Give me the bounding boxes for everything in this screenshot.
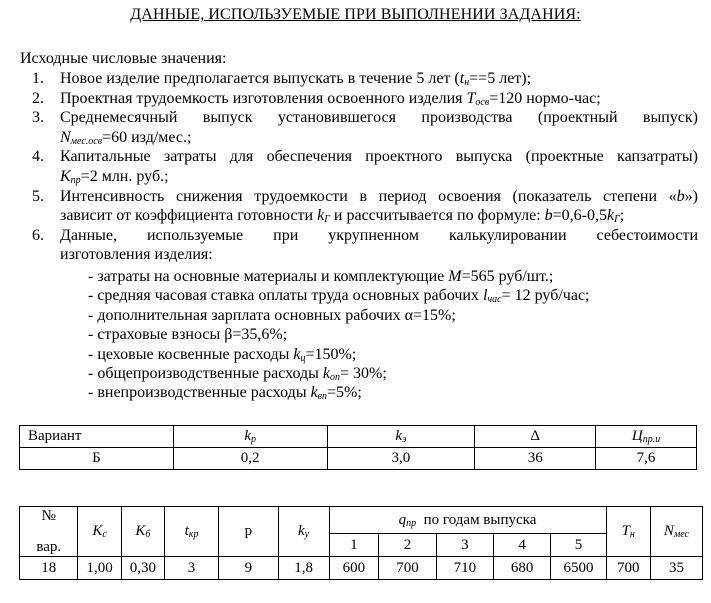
table-cell: 0,2	[173, 448, 327, 470]
table-cell: 35	[650, 557, 702, 580]
table-cell: Б	[20, 448, 174, 470]
header-cell: 5	[551, 534, 606, 557]
list-item: 6. Данные, используемые при укрупненном калькулировании себестоимости изготовления изделия:	[32, 226, 698, 264]
item-number: 6.	[32, 226, 44, 244]
table-header-row	[20, 426, 697, 448]
intro-text: Исходные числовые значения:	[20, 50, 227, 67]
table-cell: 700	[606, 557, 650, 580]
list-item: 5. Интенсивность снижения трудоемкости в период освоения (показатель степени «b») зависит от коэффициента готовности $k_Г$ и рассчитывается по формуле: $b=0,6-0,5k_Г$;	[32, 187, 698, 226]
header-cell: 3	[436, 534, 493, 557]
header-cell: $k_э$	[327, 426, 475, 448]
item-number: 4.	[32, 148, 44, 166]
item-number: 1.	[32, 70, 44, 87]
table-cell: 710	[436, 557, 493, 580]
list-item: - средняя часовая ставка оплаты труда основных рабочих $l_{час}= 12$ руб/час;	[88, 287, 590, 306]
parameters-list	[22, 69, 698, 265]
table-row	[20, 448, 697, 470]
list-item: - внепроизводственные расходы $k_{вп}=5\%$;	[88, 384, 362, 403]
table-cell: 3	[165, 557, 219, 580]
variant-table	[19, 425, 697, 470]
table-cell: 1,8	[278, 557, 329, 580]
header-cell: 2	[379, 534, 436, 557]
table-cell: 680	[494, 557, 551, 580]
list-item: - цеховые косвенные расходы $k_ц=150\%$;	[88, 345, 357, 364]
header-cell: $q_{пр}$ по годам выпуска	[329, 507, 606, 534]
header-cell: p	[219, 507, 279, 557]
header-cell: $k_р$	[173, 426, 327, 448]
header-cell: $Ц_{пр.и}$	[596, 426, 697, 448]
list-item: 2. Проектная трудоемкость изготовления освоенного изделия $T_{осв}=120$ нормо-час;	[32, 89, 601, 108]
list-item: - дополнительная зарплата основных рабочих α=15%;	[88, 306, 456, 324]
page-title: ДАННЫЕ, ИСПОЛЬЗУЕМЫЕ ПРИ ВЫПОЛНЕНИИ ЗАДАНИЯ:	[130, 6, 581, 23]
header-cell: $k_у$	[278, 507, 329, 557]
table-header-row	[20, 507, 703, 534]
table-cell: 7,6	[596, 448, 697, 470]
list-item: - страховые взносы β=35,6%;	[88, 326, 288, 344]
header-cell: Вариант	[20, 426, 174, 448]
header-cell: 4	[494, 534, 551, 557]
header-cell: $K_с$	[78, 507, 121, 557]
header-cell: 1	[329, 534, 379, 557]
table-cell: 18	[20, 557, 78, 580]
production-table	[19, 506, 703, 580]
list-item: 1. Новое изделие предполагается выпускать в течение 5 лет ($t_н==5$ лет);	[32, 70, 532, 88]
table-cell: 3,0	[327, 448, 475, 470]
header-cell: $T_н$	[606, 507, 650, 557]
table-row	[20, 557, 703, 580]
item-number: 2.	[32, 89, 44, 107]
header-cell: Δ	[475, 426, 596, 448]
table-cell: 1,00	[78, 557, 121, 580]
list-item: - затраты на основные материалы и комплектующие M=565 руб/шт.;	[88, 268, 554, 285]
header-cell: $N_{мес}$	[650, 507, 702, 557]
list-item: - общепроизводственные расходы $k_{оп}= 30\%$;	[88, 365, 387, 384]
table-cell: 0,30	[121, 557, 164, 580]
item-number: 5.	[32, 187, 44, 205]
costing-data-list	[88, 267, 590, 403]
table-cell: 600	[329, 557, 379, 580]
table-cell: 9	[219, 557, 279, 580]
header-cell: № вар.	[20, 507, 78, 557]
table-cell: 700	[379, 557, 436, 580]
header-cell: $t_{кр}$	[165, 507, 219, 557]
list-item: 3. Среднемесячный выпуск установившегося производства (проектный выпуск) $N_{мес.осв}=60$ изд/мес.;	[32, 109, 698, 147]
list-item: 4. Капитальные затраты для обеспечения проектного выпуска (проектные капзатраты) $K_{пр}=2$ млн. руб.;	[32, 148, 698, 186]
header-cell: $K_б$	[121, 507, 164, 557]
item-number: 3.	[32, 109, 44, 127]
table-cell: 36	[475, 448, 596, 470]
table-cell: 6500	[551, 557, 606, 580]
